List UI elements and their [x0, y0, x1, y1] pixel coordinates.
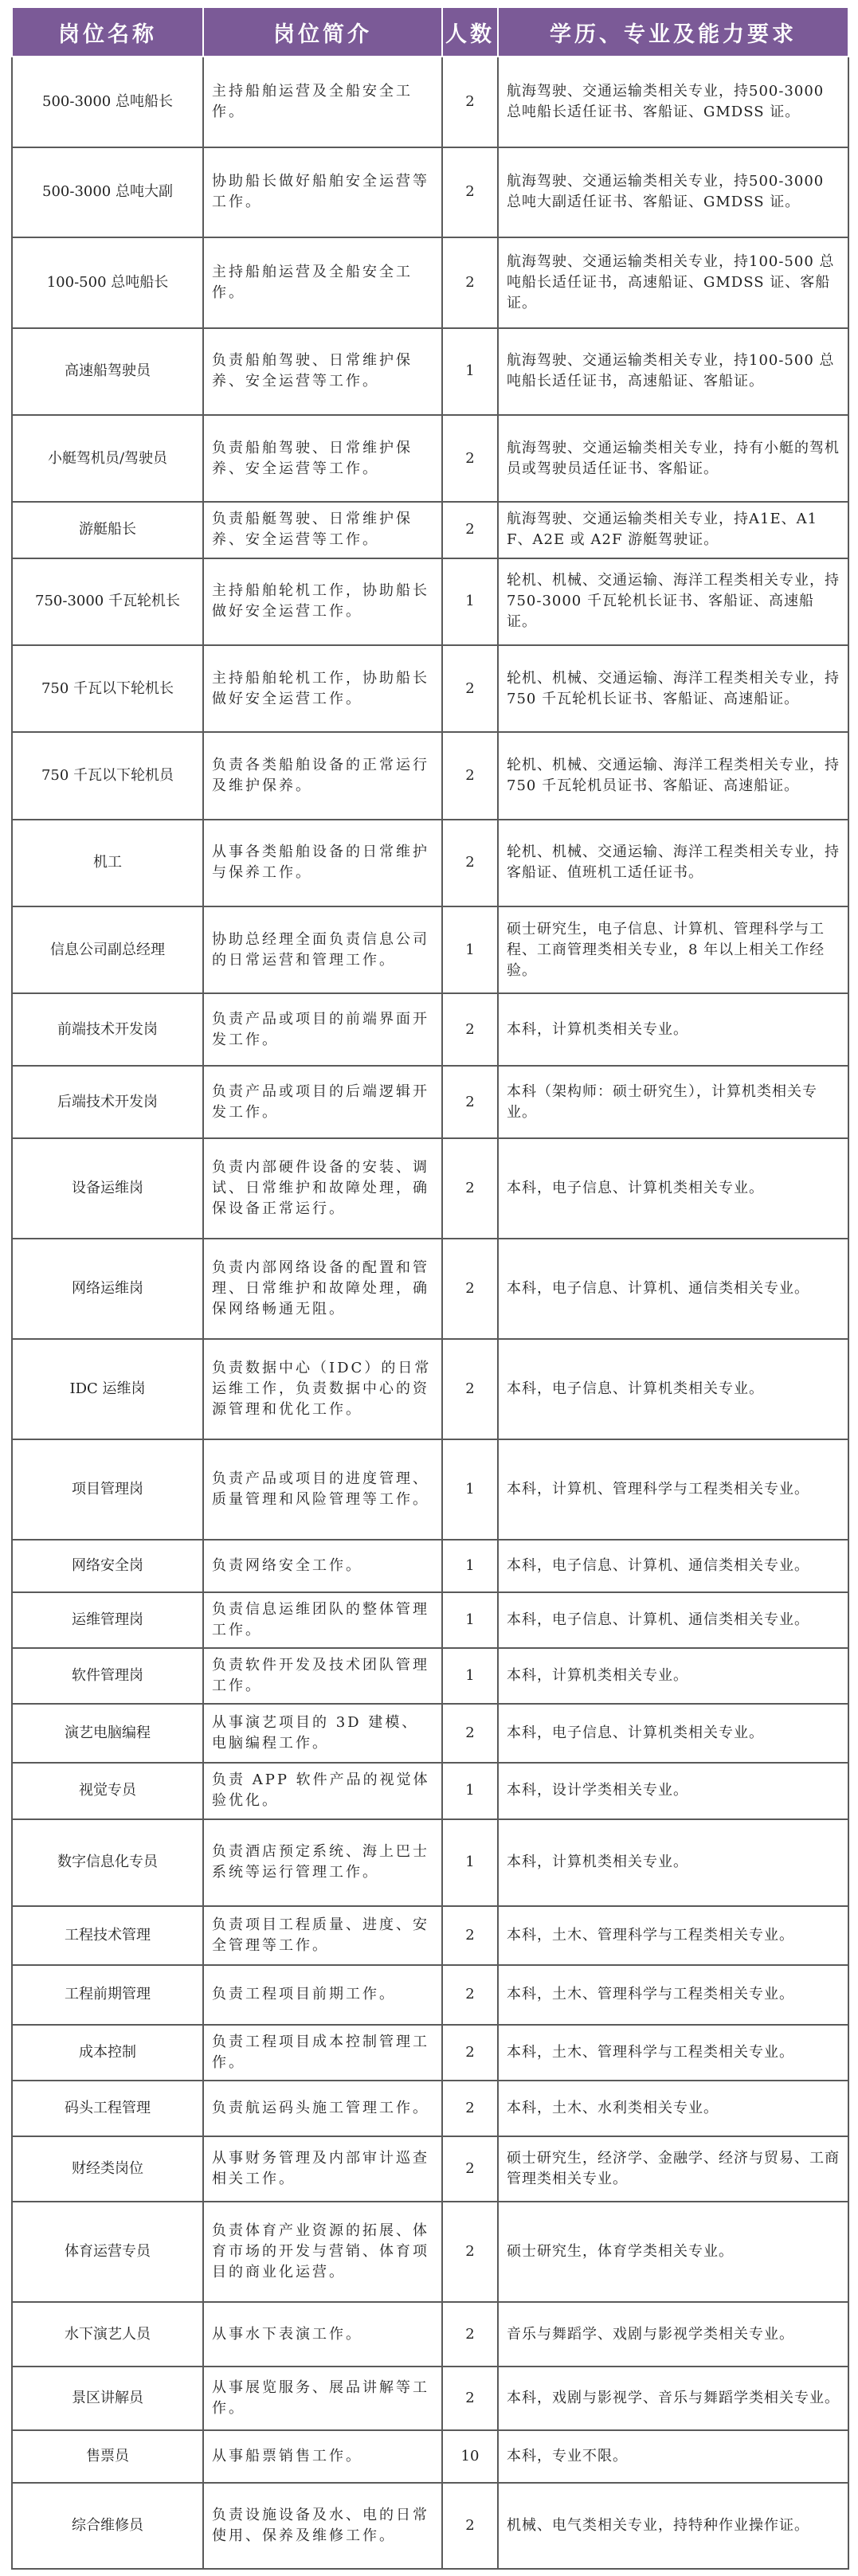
table-row: [12, 1239, 848, 1339]
position-intro-cell: 负责船舶驾驶、日常维护保养、安全运营等工作。: [203, 415, 442, 502]
column-header-position-name: 岗位名称: [12, 7, 203, 57]
position-name-cell: 后端技术开发岗: [12, 1066, 203, 1138]
position-name-cell: 游艇船长: [12, 502, 203, 558]
requirements-cell: 航海驾驶、交通运输类相关专业，持100-500 总吨船长适任证书，高速船证、GMDSS 证、客船证。: [498, 237, 848, 328]
header-row: [12, 7, 848, 57]
headcount-cell: 1: [442, 1592, 498, 1648]
position-name-cell: 综合维修员: [12, 2483, 203, 2569]
position-name-cell: 售票员: [12, 2430, 203, 2483]
position-name-cell: 前端技术开发岗: [12, 993, 203, 1066]
headcount-cell: 1: [442, 906, 498, 993]
requirements-cell: 航海驾驶、交通运输类相关专业，持A1E、A1F、A2E 或 A2F 游艇驾驶证。: [498, 502, 848, 558]
table-row: [12, 645, 848, 732]
table-row: [12, 1819, 848, 1906]
headcount-cell: 1: [442, 1763, 498, 1818]
requirements-cell: 本科，土木、管理科学与工程类相关专业。: [498, 1906, 848, 1965]
headcount-cell: 2: [442, 2367, 498, 2431]
requirements-cell: 轮机、机械、交通运输、海洋工程类相关专业，持 750-3000 千瓦轮机长证书、客船证、高速船证。: [498, 558, 848, 645]
table-row: [12, 1138, 848, 1239]
requirements-cell: 硕士研究生，电子信息、计算机、管理科学与工程、工商管理类相关专业，8 年以上相关工作经验。: [498, 906, 848, 993]
table-row: [12, 502, 848, 558]
requirements-cell: 本科，电子信息、计算机、通信类相关专业。: [498, 1239, 848, 1339]
table-row: [12, 57, 848, 147]
requirements-cell: 机械、电气类相关专业，持特种作业操作证。: [498, 2483, 848, 2569]
position-intro-cell: 从事演艺项目的 3D 建模、电脑编程工作。: [203, 1704, 442, 1763]
requirements-cell: 本科，土木、管理科学与工程类相关专业。: [498, 1965, 848, 2024]
position-name-cell: 网络安全岗: [12, 1540, 203, 1592]
position-name-cell: 小艇驾机员/驾驶员: [12, 415, 203, 502]
table-row: [12, 558, 848, 645]
headcount-cell: 2: [442, 1339, 498, 1439]
column-header-requirements: 学历、专业及能力要求: [498, 7, 848, 57]
position-name-cell: 成本控制: [12, 2025, 203, 2081]
headcount-cell: 2: [442, 820, 498, 906]
position-name-cell: 500-3000 总吨大副: [12, 147, 203, 238]
table-row: [12, 1648, 848, 1704]
position-name-cell: 高速船驾驶员: [12, 328, 203, 415]
position-intro-cell: 负责船舶驾驶、日常维护保养、安全运营等工作。: [203, 328, 442, 415]
headcount-cell: 2: [442, 2483, 498, 2569]
headcount-cell: 2: [442, 2025, 498, 2081]
headcount-cell: 2: [442, 2302, 498, 2367]
headcount-cell: 2: [442, 147, 498, 238]
table-row: [12, 2430, 848, 2483]
table-row: [12, 1540, 848, 1592]
table-row: [12, 1704, 848, 1763]
position-intro-cell: 从事展览服务、展品讲解等工作。: [203, 2367, 442, 2431]
requirements-cell: 本科，设计学类相关专业。: [498, 1763, 848, 1818]
position-intro-cell: 负责数据中心（IDC）的日常运维工作，负责数据中心的资源管理和优化工作。: [203, 1339, 442, 1439]
position-intro-cell: 负责内部硬件设备的安装、调试、日常维护和故障处理，确保设备正常运行。: [203, 1138, 442, 1239]
table-row: [12, 1439, 848, 1540]
requirements-cell: 硕士研究生，经济学、金融学、经济与贸易、工商管理类相关专业。: [498, 2136, 848, 2202]
position-intro-cell: 从事船票销售工作。: [203, 2430, 442, 2483]
position-intro-cell: 主持船舶轮机工作，协助船长做好安全运营工作。: [203, 558, 442, 645]
headcount-cell: 2: [442, 645, 498, 732]
position-name-cell: 工程技术管理: [12, 1906, 203, 1965]
table-row: [12, 993, 848, 1066]
position-name-cell: 码头工程管理: [12, 2081, 203, 2136]
table-row: [12, 820, 848, 906]
table-row: [12, 1965, 848, 2024]
table-row: [12, 237, 848, 328]
position-name-cell: 体育运营专员: [12, 2202, 203, 2302]
position-name-cell: 财经类岗位: [12, 2136, 203, 2202]
table-row: [12, 1906, 848, 1965]
table-row: [12, 2025, 848, 2081]
requirements-cell: 航海驾驶、交通运输类相关专业，持500-3000 总吨船长适任证书、客船证、GMDSS 证。: [498, 57, 848, 147]
requirements-cell: 本科，戏剧与影视学、音乐与舞蹈学类相关专业。: [498, 2367, 848, 2431]
headcount-cell: 1: [442, 328, 498, 415]
headcount-cell: 2: [442, 237, 498, 328]
position-intro-cell: 负责软件开发及技术团队管理工作。: [203, 1648, 442, 1704]
table-row: [12, 1339, 848, 1439]
position-intro-cell: 负责工程项目前期工作。: [203, 1965, 442, 2024]
headcount-cell: 2: [442, 57, 498, 147]
table-row: [12, 906, 848, 993]
position-name-cell: 水下演艺人员: [12, 2302, 203, 2367]
headcount-cell: 10: [442, 2430, 498, 2483]
table-row: [12, 328, 848, 415]
position-intro-cell: 负责产品或项目的后端逻辑开发工作。: [203, 1066, 442, 1138]
column-header-headcount: 人数: [442, 7, 498, 57]
headcount-cell: 2: [442, 502, 498, 558]
table-row: [12, 1763, 848, 1818]
requirements-cell: 轮机、机械、交通运输、海洋工程类相关专业，持客船证、值班机工适任证书。: [498, 820, 848, 906]
headcount-cell: 2: [442, 1138, 498, 1239]
requirements-cell: 航海驾驶、交通运输类相关专业，持有小艇的驾机员或驾驶员适任证书、客船证。: [498, 415, 848, 502]
position-intro-cell: 负责网络安全工作。: [203, 1540, 442, 1592]
position-intro-cell: 协助船长做好船舶安全运营等工作。: [203, 147, 442, 238]
position-intro-cell: 主持船舶运营及全船安全工作。: [203, 57, 442, 147]
position-intro-cell: 主持船舶运营及全船安全工作。: [203, 237, 442, 328]
position-intro-cell: 负责产品或项目的前端界面开发工作。: [203, 993, 442, 1066]
headcount-cell: 2: [442, 1066, 498, 1138]
requirements-cell: 本科，计算机、管理科学与工程类相关专业。: [498, 1439, 848, 1540]
table-row: [12, 147, 848, 238]
requirements-cell: 本科，电子信息、计算机、通信类相关专业。: [498, 1540, 848, 1592]
headcount-cell: 2: [442, 732, 498, 819]
position-intro-cell: 负责信息运维团队的整体管理工作。: [203, 1592, 442, 1648]
table-row: [12, 2081, 848, 2136]
position-name-cell: 750-3000 千瓦轮机长: [12, 558, 203, 645]
column-header-position-intro: 岗位简介: [203, 7, 442, 57]
position-name-cell: 软件管理岗: [12, 1648, 203, 1704]
position-intro-cell: 负责酒店预定系统、海上巴士系统等运行管理工作。: [203, 1819, 442, 1906]
headcount-cell: 2: [442, 993, 498, 1066]
headcount-cell: 1: [442, 1540, 498, 1592]
table-row: [12, 732, 848, 819]
position-name-cell: 视觉专员: [12, 1763, 203, 1818]
requirements-cell: 本科，土木、水利类相关专业。: [498, 2081, 848, 2136]
position-name-cell: 500-3000 总吨船长: [12, 57, 203, 147]
requirements-cell: 音乐与舞蹈学、戏剧与影视学类相关专业。: [498, 2302, 848, 2367]
requirements-cell: 本科，电子信息、计算机类相关专业。: [498, 1138, 848, 1239]
position-name-cell: 数字信息化专员: [12, 1819, 203, 1906]
headcount-cell: 2: [442, 2081, 498, 2136]
table-row: [12, 2483, 848, 2569]
requirements-cell: 本科（架构师：硕士研究生），计算机类相关专业。: [498, 1066, 848, 1138]
position-intro-cell: 负责航运码头施工管理工作。: [203, 2081, 442, 2136]
position-intro-cell: 负责体育产业资源的拓展、体育市场的开发与营销、体育项目的商业化运营。: [203, 2202, 442, 2302]
position-intro-cell: 负责 APP 软件产品的视觉体验优化。: [203, 1763, 442, 1818]
headcount-cell: 2: [442, 2202, 498, 2302]
headcount-cell: 2: [442, 1965, 498, 2024]
requirements-cell: 本科，计算机类相关专业。: [498, 993, 848, 1066]
position-intro-cell: 负责产品或项目的进度管理、质量管理和风险管理等工作。: [203, 1439, 442, 1540]
requirements-cell: 本科，专业不限。: [498, 2430, 848, 2483]
position-intro-cell: 负责各类船舶设备的正常运行及维护保养。: [203, 732, 442, 819]
requirements-cell: 航海驾驶、交通运输类相关专业，持100-500 总吨船长适任证书，高速船证、客船证。: [498, 328, 848, 415]
position-name-cell: 750 千瓦以下轮机长: [12, 645, 203, 732]
table-header: [12, 7, 848, 57]
position-intro-cell: 负责工程项目成本控制管理工作。: [203, 2025, 442, 2081]
position-name-cell: IDC 运维岗: [12, 1339, 203, 1439]
table-body: [12, 57, 848, 2569]
position-name-cell: 运维管理岗: [12, 1592, 203, 1648]
position-intro-cell: 负责船艇驾驶、日常维护保养、安全运营等工作。: [203, 502, 442, 558]
position-name-cell: 工程前期管理: [12, 1965, 203, 2024]
headcount-cell: 2: [442, 1704, 498, 1763]
requirements-cell: 本科，土木、管理科学与工程类相关专业。: [498, 2025, 848, 2081]
headcount-cell: 2: [442, 415, 498, 502]
position-intro-cell: 协助总经理全面负责信息公司的日常运营和管理工作。: [203, 906, 442, 993]
position-intro-cell: 主持船舶轮机工作，协助船长做好安全运营工作。: [203, 645, 442, 732]
position-intro-cell: 负责设施设备及水、电的日常使用、保养及维修工作。: [203, 2483, 442, 2569]
requirements-cell: 航海驾驶、交通运输类相关专业，持500-3000 总吨大副适任证书、客船证、GMDSS 证。: [498, 147, 848, 238]
job-table-container: [11, 6, 848, 2570]
table-row: [12, 2302, 848, 2367]
requirements-cell: 硕士研究生，体育学类相关专业。: [498, 2202, 848, 2302]
position-intro-cell: 从事水下表演工作。: [203, 2302, 442, 2367]
requirements-cell: 本科，电子信息、计算机类相关专业。: [498, 1704, 848, 1763]
table-row: [12, 415, 848, 502]
table-row: [12, 1592, 848, 1648]
table-row: [12, 2367, 848, 2431]
headcount-cell: 1: [442, 1648, 498, 1704]
position-name-cell: 信息公司副总经理: [12, 906, 203, 993]
position-name-cell: 机工: [12, 820, 203, 906]
headcount-cell: 2: [442, 1906, 498, 1965]
requirements-cell: 本科，电子信息、计算机、通信类相关专业。: [498, 1592, 848, 1648]
headcount-cell: 1: [442, 1819, 498, 1906]
requirements-cell: 本科，电子信息、计算机类相关专业。: [498, 1339, 848, 1439]
position-name-cell: 景区讲解员: [12, 2367, 203, 2431]
position-intro-cell: 从事各类船舶设备的日常维护与保养工作。: [203, 820, 442, 906]
position-intro-cell: 负责内部网络设备的配置和管理、日常维护和故障处理，确保网络畅通无阻。: [203, 1239, 442, 1339]
position-name-cell: 演艺电脑编程: [12, 1704, 203, 1763]
position-intro-cell: 从事财务管理及内部审计巡查相关工作。: [203, 2136, 442, 2202]
position-intro-cell: 负责项目工程质量、进度、安全管理等工作。: [203, 1906, 442, 1965]
requirements-cell: 本科，计算机类相关专业。: [498, 1648, 848, 1704]
position-name-cell: 网络运维岗: [12, 1239, 203, 1339]
position-name-cell: 设备运维岗: [12, 1138, 203, 1239]
table-row: [12, 1066, 848, 1138]
table-row: [12, 2202, 848, 2302]
headcount-cell: 1: [442, 1439, 498, 1540]
headcount-cell: 2: [442, 2136, 498, 2202]
requirements-cell: 本科，计算机类相关专业。: [498, 1819, 848, 1906]
requirements-cell: 轮机、机械、交通运输、海洋工程类相关专业，持 750 千瓦轮机长证书、客船证、高速船证。: [498, 645, 848, 732]
requirements-cell: 轮机、机械、交通运输、海洋工程类相关专业，持 750 千瓦轮机员证书、客船证、高速船证。: [498, 732, 848, 819]
position-name-cell: 750 千瓦以下轮机员: [12, 732, 203, 819]
position-name-cell: 项目管理岗: [12, 1439, 203, 1540]
position-name-cell: 100-500 总吨船长: [12, 237, 203, 328]
job-requirements-table: [11, 6, 849, 2570]
headcount-cell: 2: [442, 1239, 498, 1339]
table-row: [12, 2136, 848, 2202]
headcount-cell: 1: [442, 558, 498, 645]
